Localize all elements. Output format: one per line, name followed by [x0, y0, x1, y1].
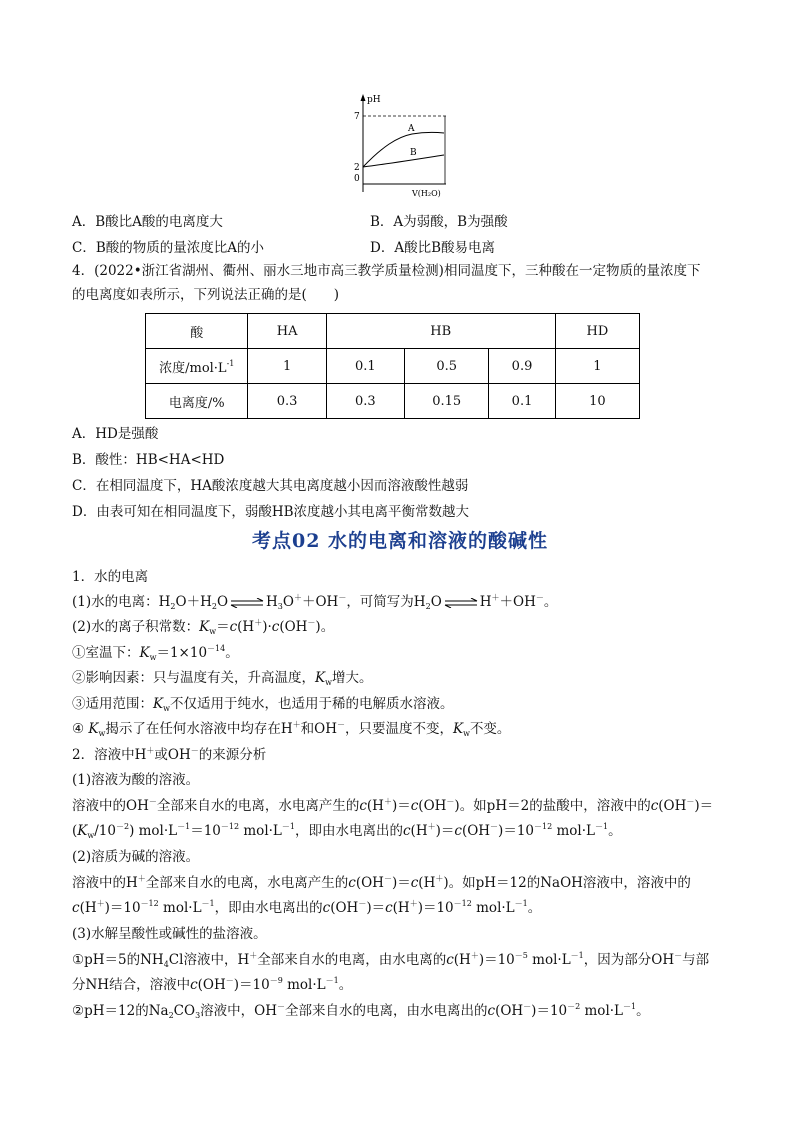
q4-stem-line2: 的电离度如表所示，下列说法正确的是( ) — [72, 287, 340, 303]
ph-dilution-graph — [352, 92, 452, 202]
table-row — [146, 384, 640, 419]
curve-b — [363, 155, 444, 167]
table-cell: 0.3 — [326, 384, 404, 419]
tick-0: 0 — [354, 174, 360, 184]
q3-option-b: B．A为弱酸，B为强酸 — [370, 214, 508, 230]
q4-stem-line1: 4．(2022•浙江省湖州、衢州、丽水三地市高三教学质量检测)相同温度下，三种酸在一定物质的量浓度下 — [72, 263, 701, 279]
y-axis-arrow — [361, 94, 366, 101]
salt-example2: ②pH＝12的$Na_2CO_3$溶液中，OH－全部来自水的电离，由水电离出的$c(OH^-)=10^{-2}$ $mol\cdot L^{-1}$。 — [72, 1002, 650, 1020]
ionization-table — [145, 313, 640, 419]
equilibrium-arrow-icon — [444, 598, 478, 608]
acid-solution-line1: 溶液中的OH－全部来自水的电离，水电离产生的c(H＋)＝c(OH－)。如pH＝2的盐酸中，溶液中的c(OH－)＝ — [72, 797, 714, 814]
table-row — [146, 349, 640, 384]
header-hb: HB — [326, 314, 555, 349]
table-cell: 1 — [555, 349, 639, 384]
base-solution-line2: $c(H^+)=10^{-12}$ $mol\cdot L^{-1}$，即由水电离出的$c(OH^-)=c(H^+)=10^{-12}$ $mol\cdot L^{-1}$。 — [72, 899, 542, 916]
row-label-ionization: 电离度/% — [146, 384, 248, 419]
acid-solution-line2: $(K_w/10^{-2})$ $mol\cdot L^{-1}=10^{-12}$ $mol\cdot L^{-1}$，即由水电离出的$c(H^+)=c(OH^-)=10^{-12}$ $mol\cdot L^{-1}$。 — [72, 822, 622, 840]
q3-option-a: A．B酸比A酸的电离度大 — [72, 214, 223, 230]
curve-a — [363, 132, 444, 167]
reveal: ④ $K_w$揭示了在任何水溶液中均存在H＋和OH－，只要温度不变，$K_w$不变。 — [72, 720, 511, 738]
scope: ③适用范围：$K_w$不仅适用于纯水，也适用于稀的电解质水溶液。 — [72, 696, 454, 713]
salt-example1-line1: ①pH＝5的$NH_4Cl$溶液中，H＋全部来自水的电离，由水电离的$c(H^+)=10^{-5}$ $mol\cdot L^{-1}$，因为部分OH－与部 — [72, 951, 710, 969]
header-acid: 酸 — [146, 314, 248, 349]
row-label-concentration: 浓度$/mol\cdot L^{-1}$ — [146, 349, 248, 384]
heading-source-analysis: 2．溶液中H＋或OH－的来源分析 — [72, 746, 267, 763]
table-cell: 0.9 — [489, 349, 555, 384]
q4-option-d: D．由表可知在相同温度下，弱酸HB浓度越小其电离平衡常数越大 — [72, 504, 470, 520]
header-ha: HA — [248, 314, 326, 349]
q4-option-b: B．酸性：HB<HA<HD — [72, 452, 225, 468]
base-solution-line1: 溶液中的H＋全部来自水的电离，水电离产生的c(OH－)＝c(H＋)。如pH＝12的NaOH溶液中，溶液中的 — [72, 874, 691, 891]
q3-option-d: D．A酸比B酸易电离 — [370, 240, 495, 256]
table-cell: 0.15 — [405, 384, 489, 419]
table-cell: 1 — [248, 349, 326, 384]
tick-2: 2 — [354, 163, 360, 173]
table-cell: 0.5 — [405, 349, 489, 384]
q4-option-c: C．在相同温度下，HA酸浓度越大其电离度越小因而溶液酸性越弱 — [72, 478, 469, 494]
table-row — [146, 314, 640, 349]
room-temp-kw: ①室温下：$K_w=1\times 10^{-14}$。 — [72, 644, 239, 662]
curve-a-label: A — [408, 124, 415, 134]
salt-example1-line2: 分NH结合，溶液中$c(OH^-)=10^{-9}$ $mol\cdot L^{-1}$。 — [72, 976, 353, 993]
curve-b-label: B — [410, 148, 417, 158]
table-cell: 0.1 — [326, 349, 404, 384]
header-hd: HD — [555, 314, 639, 349]
table-cell: 0.3 — [248, 384, 326, 419]
x-axis-label: V(H₂O) — [412, 189, 441, 198]
y-axis-label: pH — [367, 95, 381, 105]
equilibrium-arrow-icon — [230, 598, 264, 608]
table-cell: 10 — [555, 384, 639, 419]
section-title: 考点02 水的电离和溶液的酸碱性 — [251, 530, 549, 552]
heading-water-ionization: 1．水的电离 — [72, 569, 149, 585]
q3-option-c: C．B酸的物质的量浓度比A的小 — [72, 240, 264, 256]
salt-solution-title: (3)水解呈酸性或碱性的盐溶液。 — [72, 926, 267, 942]
base-solution-title: (2)溶质为碱的溶液。 — [72, 849, 200, 865]
table-cell: 0.1 — [489, 384, 555, 419]
water-ionization-equation: (1)水的电离：$H_2O+H_2O$ $H_3O^++OH^-$，可简写为$H_2O$ H＋＋OH－。 — [72, 593, 558, 611]
influence-factor: ②影响因素：只与温度有关，升高温度，$K_w$增大。 — [72, 670, 373, 687]
q4-option-a: A．HD是强酸 — [72, 426, 159, 442]
acid-solution-title: (1)溶液为酸的溶液。 — [72, 772, 200, 788]
ion-product-definition: (2)水的离子积常数：$K_w=c(H^+)\cdot c(OH^-)$。 — [72, 618, 335, 636]
tick-7: 7 — [354, 112, 360, 122]
